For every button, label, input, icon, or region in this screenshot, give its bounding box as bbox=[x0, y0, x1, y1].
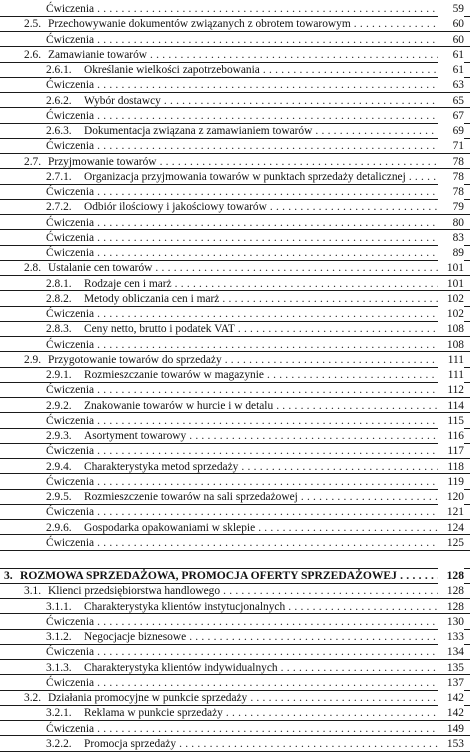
toc-entry-title bbox=[48, 690, 440, 706]
toc-entry[interactable] bbox=[0, 352, 470, 368]
toc-entry[interactable] bbox=[0, 736, 470, 752]
toc-entry-title bbox=[46, 245, 440, 261]
toc-entry-label: ROZMOWA SPRZEDAŻOWA, PROMOCJA OFERTY SPRZEDAŻOWEJ bbox=[20, 569, 397, 582]
toc-entry-number: 3.2.1. bbox=[46, 707, 72, 720]
toc-entry-number: 3. bbox=[4, 569, 13, 582]
toc-page-number: 135 bbox=[438, 660, 464, 676]
toc-entry[interactable] bbox=[0, 398, 470, 414]
toc-entry[interactable] bbox=[0, 1, 470, 17]
toc-entry[interactable] bbox=[0, 535, 470, 551]
toc-entry-label: Ćwiczenia bbox=[46, 33, 95, 46]
toc-entry-label: Odbiór ilościowy i jakościowy towarów bbox=[84, 201, 267, 214]
toc-entry-number: 2.6.3. bbox=[46, 125, 72, 137]
toc-entry-title bbox=[84, 93, 440, 109]
toc-entry-label: Ćwiczenia bbox=[46, 536, 95, 549]
toc-entry[interactable] bbox=[0, 520, 470, 536]
toc-entry-label: Ćwiczenia bbox=[46, 445, 95, 458]
toc-page-number: 142 bbox=[438, 690, 464, 706]
toc-page-number: 61 bbox=[438, 47, 464, 63]
toc-page-number: 60 bbox=[438, 32, 464, 48]
toc-entry[interactable] bbox=[0, 47, 470, 63]
toc-entry-label: Ćwiczenia bbox=[46, 646, 95, 659]
toc-entry-title bbox=[46, 721, 440, 737]
toc-entry-title bbox=[46, 215, 440, 231]
toc-page-number: 149 bbox=[438, 721, 464, 737]
toc-divider bbox=[0, 751, 470, 752]
toc-entry[interactable] bbox=[0, 276, 470, 292]
toc-entry[interactable] bbox=[0, 245, 470, 261]
toc-entry[interactable] bbox=[0, 32, 470, 48]
toc-entry-label: Ćwiczenia bbox=[46, 109, 95, 122]
toc-entry-title bbox=[46, 382, 440, 398]
toc-entry-title bbox=[46, 32, 440, 48]
toc-page-number: 79 bbox=[438, 199, 464, 215]
toc-entry-title bbox=[84, 599, 440, 615]
toc-entry[interactable] bbox=[0, 169, 470, 185]
toc-page-number: 112 bbox=[438, 382, 464, 398]
toc-page-number: 60 bbox=[438, 16, 464, 32]
toc-page-number: 130 bbox=[438, 614, 464, 630]
toc-entry-label: Ćwiczenia bbox=[46, 414, 95, 427]
toc-entry-number: 2.9.4. bbox=[46, 460, 72, 473]
toc-page-number: 101 bbox=[438, 276, 464, 292]
toc-page-number: 121 bbox=[438, 504, 464, 520]
toc-entry-title bbox=[84, 629, 440, 645]
toc-page-number: 80 bbox=[438, 215, 464, 231]
toc-entry-label: Działania promocyjne w punkcie sprzedaży bbox=[48, 692, 248, 704]
toc-entry[interactable] bbox=[0, 705, 470, 721]
toc-entry-label: Wybór dostawcy bbox=[84, 94, 161, 107]
toc-entry-title bbox=[48, 47, 440, 63]
toc-entry[interactable] bbox=[0, 77, 470, 93]
toc-entry-title bbox=[48, 260, 440, 276]
toc-entry-title bbox=[20, 568, 440, 584]
toc-entry[interactable] bbox=[0, 690, 470, 706]
toc-entry-number: 2.7. bbox=[24, 155, 42, 168]
toc-page-number: 128 bbox=[438, 583, 464, 599]
toc-entry-title bbox=[84, 489, 440, 505]
toc-entry-number: 2.5. bbox=[24, 18, 42, 31]
toc-page-number: 83 bbox=[438, 230, 464, 246]
toc-entry-title bbox=[84, 705, 440, 721]
toc-page-number: 61 bbox=[438, 62, 464, 78]
toc-page-number: 102 bbox=[438, 306, 464, 322]
toc-entry-number: 2.6.2. bbox=[46, 94, 72, 107]
toc-entry-number: 2.9.3. bbox=[46, 430, 72, 442]
toc-entry-title bbox=[46, 230, 440, 246]
toc-page-number: 115 bbox=[438, 413, 464, 429]
toc-entry[interactable] bbox=[0, 230, 470, 246]
toc-entry-label: Zamawianie towarów bbox=[48, 48, 147, 61]
toc-entry-title bbox=[84, 736, 440, 752]
toc-page-number: 128 bbox=[438, 599, 464, 615]
toc-entry[interactable] bbox=[0, 599, 470, 615]
toc-page-number: 63 bbox=[438, 77, 464, 93]
toc-entry-title bbox=[46, 535, 440, 551]
toc-entry[interactable] bbox=[0, 614, 470, 630]
toc-entry-title bbox=[46, 675, 440, 691]
toc-page-number: 114 bbox=[438, 398, 464, 414]
toc-entry-number: 2.9.2. bbox=[46, 399, 72, 412]
toc-page-number: 78 bbox=[438, 169, 464, 185]
toc-entry-title bbox=[84, 291, 440, 307]
toc-entry[interactable] bbox=[0, 459, 470, 475]
toc-entry-label: Przyjmowanie towarów bbox=[48, 155, 157, 168]
toc-entry-number: 2.9. bbox=[24, 353, 42, 366]
toc-entry-label: Znakowanie towarów w hurcie i w detalu bbox=[84, 399, 274, 412]
toc-page-number: 111 bbox=[438, 367, 464, 383]
toc-page-number: 78 bbox=[438, 184, 464, 200]
toc-entry-number: 2.7.2. bbox=[46, 201, 72, 214]
toc-entry-label: Ćwiczenia bbox=[46, 79, 95, 92]
toc-page-number: 102 bbox=[438, 291, 464, 307]
toc-entry-label: Reklama w punkcie sprzedaży bbox=[84, 707, 223, 720]
toc-entry-label: Ćwiczenia bbox=[46, 338, 95, 351]
toc-page-number: 65 bbox=[438, 93, 464, 109]
toc-entry[interactable] bbox=[0, 428, 470, 444]
toc-entry[interactable] bbox=[0, 583, 470, 599]
toc-divider bbox=[0, 550, 470, 551]
toc-entry-number: 3.1.3. bbox=[46, 661, 72, 674]
toc-entry-label: Ćwiczenia bbox=[46, 384, 95, 397]
toc-entry-label: Ćwiczenia bbox=[46, 676, 95, 689]
toc-page-number: 137 bbox=[438, 675, 464, 691]
toc-entry[interactable] bbox=[0, 337, 470, 353]
toc-entry-label: Klienci przedsiębiorstwa handlowego bbox=[48, 585, 221, 598]
toc-entry[interactable] bbox=[0, 321, 470, 337]
toc-entry[interactable] bbox=[0, 644, 470, 660]
toc-entry-title bbox=[48, 16, 440, 32]
toc-entry-number: 3.1. bbox=[24, 585, 42, 598]
toc-entry-number: 2.8. bbox=[24, 262, 42, 275]
toc-entry-number: 2.9.1. bbox=[46, 369, 72, 381]
toc-entry-title bbox=[84, 660, 440, 676]
toc-entry-label: Ćwiczenia bbox=[46, 216, 95, 229]
toc-entry-title bbox=[84, 367, 440, 383]
toc-entry-title bbox=[46, 1, 440, 17]
toc-entry[interactable] bbox=[0, 660, 470, 676]
toc-entry-label: Charakterystyka metod sprzedaży bbox=[84, 460, 239, 473]
toc-entry-label: Ćwiczenia bbox=[46, 475, 95, 488]
toc-entry[interactable] bbox=[0, 721, 470, 737]
toc-entry-number: 2.7.1. bbox=[46, 170, 72, 183]
toc-entry-title bbox=[84, 169, 440, 185]
toc-page-number: 101 bbox=[438, 260, 464, 276]
toc-entry-number: 2.8.1. bbox=[46, 277, 72, 290]
toc-entry-label: Ćwiczenia bbox=[46, 3, 95, 15]
toc-entry-label: Przechowywanie dokumentów związanych z obrotem towarowym bbox=[48, 18, 351, 31]
toc-entry-title bbox=[84, 520, 440, 536]
toc-entry[interactable] bbox=[0, 291, 470, 307]
toc-page-number: 67 bbox=[438, 108, 464, 124]
toc-entry-number: 3.2. bbox=[24, 692, 42, 704]
toc-entry-title bbox=[46, 614, 440, 630]
toc-entry-label: Organizacja przyjmowania towarów w punktach sprzedaży detalicznej bbox=[84, 170, 406, 183]
toc-entry-title bbox=[46, 443, 440, 459]
toc-entry-label: Ustalanie cen towarów bbox=[48, 262, 153, 275]
toc-entry-title bbox=[84, 459, 440, 475]
toc-page-number: 120 bbox=[438, 489, 464, 505]
toc-entry-title bbox=[46, 138, 440, 154]
toc-page-number: 133 bbox=[438, 629, 464, 645]
toc-entry-title bbox=[46, 184, 440, 200]
toc-entry-label: Ćwiczenia bbox=[46, 615, 95, 628]
toc-entry-number: 2.8.3. bbox=[46, 323, 72, 336]
toc-entry-label: Ceny netto, brutto i podatek VAT bbox=[84, 323, 235, 336]
toc-entry[interactable] bbox=[0, 154, 470, 170]
toc-entry-title bbox=[48, 583, 440, 599]
toc-page-number: 153 bbox=[438, 736, 464, 752]
toc-page-number: 119 bbox=[438, 474, 464, 490]
toc-entry-label: Ćwiczenia bbox=[46, 140, 95, 153]
toc-entry-label: Ćwiczenia bbox=[46, 186, 95, 198]
toc-entry-title bbox=[84, 123, 440, 139]
toc-entry-number: 3.1.1. bbox=[46, 600, 72, 613]
toc-entry[interactable] bbox=[0, 215, 470, 231]
toc-entry-number: 2.9.5. bbox=[46, 491, 72, 503]
toc-page-number: 89 bbox=[438, 245, 464, 261]
toc-entry-label: Ćwiczenia bbox=[46, 231, 95, 244]
toc-entry-number: 2.8.2. bbox=[46, 292, 72, 305]
toc-entry-label: Rozmieszczanie towarów w magazynie bbox=[84, 369, 264, 381]
toc-entry-title bbox=[46, 474, 440, 490]
toc-entry-label: Ćwiczenia bbox=[46, 247, 95, 259]
toc-entry-title bbox=[46, 644, 440, 660]
toc-entry-label: Asortyment towarowy bbox=[84, 430, 187, 442]
toc-page-number: 108 bbox=[438, 321, 464, 337]
toc-page-number: 59 bbox=[438, 1, 464, 17]
toc-entry[interactable] bbox=[0, 260, 470, 276]
toc-entry[interactable] bbox=[0, 184, 470, 200]
toc-entry-number: 2.9.6. bbox=[46, 521, 72, 534]
toc-entry-label: Ćwiczenia bbox=[46, 308, 95, 320]
toc-entry-title bbox=[84, 276, 440, 292]
toc-entry[interactable] bbox=[0, 123, 470, 139]
toc-page-number: 78 bbox=[438, 154, 464, 170]
toc-page-number: 118 bbox=[438, 459, 464, 475]
toc-entry-number: 2.6.1. bbox=[46, 64, 72, 76]
toc-entry-title bbox=[46, 77, 440, 93]
toc-entry-number: 3.1.2. bbox=[46, 631, 72, 643]
toc-page-number: 125 bbox=[438, 535, 464, 551]
toc-entry-title bbox=[48, 352, 440, 368]
toc-page-number: 116 bbox=[438, 428, 464, 444]
toc-entry-title bbox=[46, 337, 440, 353]
toc-entry[interactable] bbox=[0, 443, 470, 459]
toc-entry[interactable] bbox=[0, 306, 470, 322]
toc-entry-label: Rozmieszczenie towarów na sali sprzedażowej bbox=[84, 491, 298, 503]
toc-entry-title bbox=[84, 62, 440, 78]
toc-entry-label: Gospodarka opakowaniami w sklepie bbox=[84, 521, 256, 534]
toc-entry[interactable] bbox=[0, 93, 470, 109]
toc-entry[interactable] bbox=[0, 382, 470, 398]
toc-entry-number: 3.2.2. bbox=[46, 737, 72, 750]
toc-entry-number: 2.6. bbox=[24, 48, 42, 61]
toc-entry[interactable] bbox=[0, 489, 470, 505]
toc-entry-title bbox=[84, 321, 440, 337]
toc-entry[interactable] bbox=[0, 675, 470, 691]
toc-entry[interactable] bbox=[0, 138, 470, 154]
toc-entry[interactable] bbox=[0, 504, 470, 520]
toc-page-number: 128 bbox=[438, 568, 464, 584]
toc-entry-label: Dokumentacja związana z zamawianiem towarów bbox=[84, 125, 313, 137]
toc-entry-label: Ćwiczenia bbox=[46, 722, 95, 735]
toc-entry-label: Promocja sprzedaży bbox=[84, 737, 177, 750]
toc-page-number: 134 bbox=[438, 644, 464, 660]
toc-page-number: 111 bbox=[438, 352, 464, 368]
toc-entry[interactable] bbox=[0, 474, 470, 490]
toc-entry-label: Charakterystyka klientów instytucjonalnych bbox=[84, 600, 286, 613]
toc-entry-title bbox=[84, 398, 440, 414]
toc-entry-label: Charakterystyka klientów indywidualnych bbox=[84, 661, 278, 674]
toc-page-number: 117 bbox=[438, 443, 464, 459]
toc-page-number: 124 bbox=[438, 520, 464, 536]
toc-entry-title bbox=[84, 428, 440, 444]
toc-entry[interactable] bbox=[0, 629, 470, 645]
toc-entry-label: Ćwiczenia bbox=[46, 506, 95, 519]
toc-entry-label: Negocjacje biznesowe bbox=[84, 631, 187, 643]
toc-entry-label: Metody obliczania cen i marż bbox=[84, 292, 220, 305]
toc-chapter-entry[interactable] bbox=[0, 568, 470, 584]
toc-entry[interactable] bbox=[0, 413, 470, 429]
toc-entry[interactable] bbox=[0, 108, 470, 124]
toc-entry-title bbox=[48, 154, 440, 170]
toc-entry[interactable] bbox=[0, 62, 470, 78]
toc-entry[interactable] bbox=[0, 367, 470, 383]
toc-entry-label: Rodzaje cen i marż bbox=[84, 277, 172, 290]
toc-entry-title bbox=[46, 108, 440, 124]
toc-page-number: 69 bbox=[438, 123, 464, 139]
toc-entry-label: Przygotowanie towarów do sprzedaży bbox=[48, 353, 222, 366]
toc-entry-title bbox=[46, 306, 440, 322]
toc-entry[interactable] bbox=[0, 16, 470, 32]
toc-entry-title bbox=[46, 413, 440, 429]
toc-entry[interactable] bbox=[0, 199, 470, 215]
toc-entry-label: Określanie wielkości zapotrzebowania bbox=[84, 64, 260, 76]
toc-page-number: 108 bbox=[438, 337, 464, 353]
toc-page-number: 142 bbox=[438, 705, 464, 721]
toc-entry-title bbox=[46, 504, 440, 520]
toc-page-number: 71 bbox=[438, 138, 464, 154]
toc-entry-title bbox=[84, 199, 440, 215]
